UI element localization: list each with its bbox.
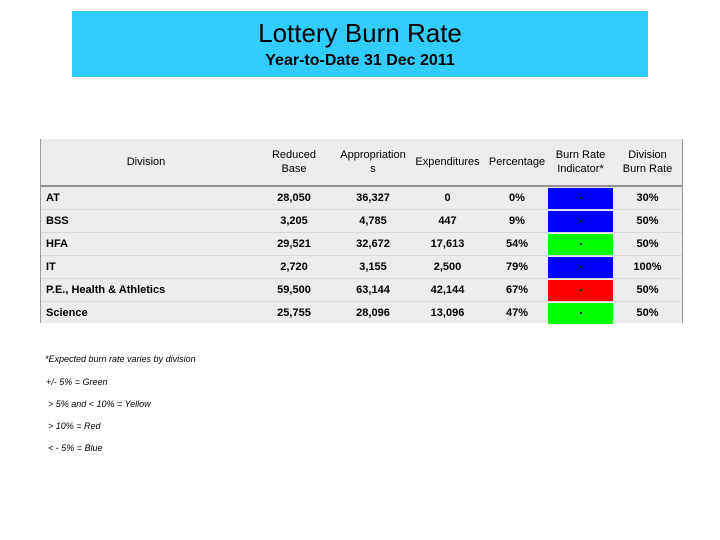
cell-percentage: 9%	[486, 210, 548, 233]
table-row	[41, 302, 682, 325]
cell-burn-rate-indicator	[548, 210, 613, 233]
indicator-dot	[580, 243, 582, 245]
column-header-reduced-base: Reduced Base	[251, 139, 337, 186]
indicator-dot	[580, 289, 582, 291]
cell-burn-rate-indicator	[548, 256, 613, 279]
column-header-division-burn-rate: Division Burn Rate	[613, 139, 682, 186]
page-subtitle: Year-to-Date 31 Dec 2011	[265, 52, 455, 69]
cell-division-burn-rate: 50%	[613, 233, 682, 256]
cell-reduced-base: 25,755	[277, 307, 311, 319]
cell-burn-rate-indicator	[548, 302, 613, 325]
cell-reduced-base: 2,720	[251, 256, 337, 279]
table-row	[41, 233, 682, 256]
column-header-appropriations: Appropriation s	[337, 139, 409, 186]
cell-expenditures: 13,096	[430, 307, 465, 319]
burn-rate-indicator-swatch	[548, 280, 613, 301]
legend-line-yellow: > 5% and < 10% = Yellow	[48, 399, 151, 409]
burn-rate-indicator-swatch	[548, 303, 613, 324]
cell-burn-rate-indicator	[548, 186, 613, 210]
column-header-percentage: Percentage	[486, 139, 548, 186]
title-banner	[72, 11, 648, 77]
cell-division-burn-rate: 30%	[613, 186, 682, 210]
burn-rate-indicator-swatch	[548, 234, 613, 255]
burn-rate-indicator-swatch	[548, 211, 613, 232]
indicator-dot	[580, 197, 582, 199]
legend-line-green: +/- 5% = Green	[46, 377, 108, 387]
indicator-dot	[580, 312, 582, 314]
page-title: Lottery Burn Rate	[258, 18, 462, 48]
cell-division: P.E., Health & Athletics	[41, 279, 251, 302]
cell-reduced-base: 29,521	[251, 233, 337, 256]
cell-percentage: 79%	[486, 256, 548, 279]
table-row	[41, 279, 682, 302]
cell-division: BSS	[41, 210, 251, 233]
table-header-row	[41, 139, 682, 186]
burn-rate-table	[40, 139, 683, 323]
cell-expenditures: 17,613	[409, 233, 486, 256]
cell-percentage: 47%	[505, 307, 529, 319]
legend-note: *Expected burn rate varies by division	[45, 354, 196, 364]
cell-division: AT	[41, 186, 251, 210]
cell-appropriations: 63,144	[337, 279, 409, 302]
cell-appropriations: 32,672	[337, 233, 409, 256]
cell-expenditures: 2,500	[409, 256, 486, 279]
cell-division-burn-rate: 50%	[613, 279, 682, 302]
cell-appropriations: 4,785	[337, 210, 409, 233]
cell-division-burn-rate: 50%	[636, 307, 659, 319]
cell-appropriations: 3,155	[337, 256, 409, 279]
cell-percentage: 54%	[486, 233, 548, 256]
table-row	[41, 256, 682, 279]
cell-percentage: 67%	[486, 279, 548, 302]
cell-appropriations: 28,096	[356, 307, 390, 319]
cell-expenditures: 0	[409, 186, 486, 210]
cell-division-burn-rate: 50%	[613, 210, 682, 233]
cell-division: IT	[41, 256, 251, 279]
cell-reduced-base: 3,205	[251, 210, 337, 233]
burn-rate-indicator-swatch	[548, 188, 613, 209]
burn-rate-indicator-swatch	[548, 257, 613, 278]
cell-division-burn-rate: 100%	[613, 256, 682, 279]
column-header-burn-rate-indicator: Burn Rate Indicator*	[548, 139, 613, 186]
indicator-dot	[580, 266, 582, 268]
legend-line-red: > 10% = Red	[48, 421, 101, 431]
table-row	[41, 210, 682, 233]
table-row	[41, 186, 682, 210]
cell-reduced-base: 59,500	[251, 279, 337, 302]
cell-percentage: 0%	[486, 186, 548, 210]
cell-burn-rate-indicator	[548, 279, 613, 302]
cell-reduced-base: 28,050	[251, 186, 337, 210]
cell-appropriations: 36,327	[337, 186, 409, 210]
legend-line-blue: < - 5% = Blue	[48, 443, 103, 453]
cell-expenditures: 42,144	[409, 279, 486, 302]
cell-division: HFA	[41, 233, 251, 256]
column-header-division: Division	[41, 139, 251, 186]
column-header-expenditures: Expenditures	[409, 139, 486, 186]
cell-expenditures: 447	[409, 210, 486, 233]
cell-burn-rate-indicator	[548, 233, 613, 256]
cell-division: Science	[46, 307, 88, 319]
indicator-dot	[580, 220, 582, 222]
